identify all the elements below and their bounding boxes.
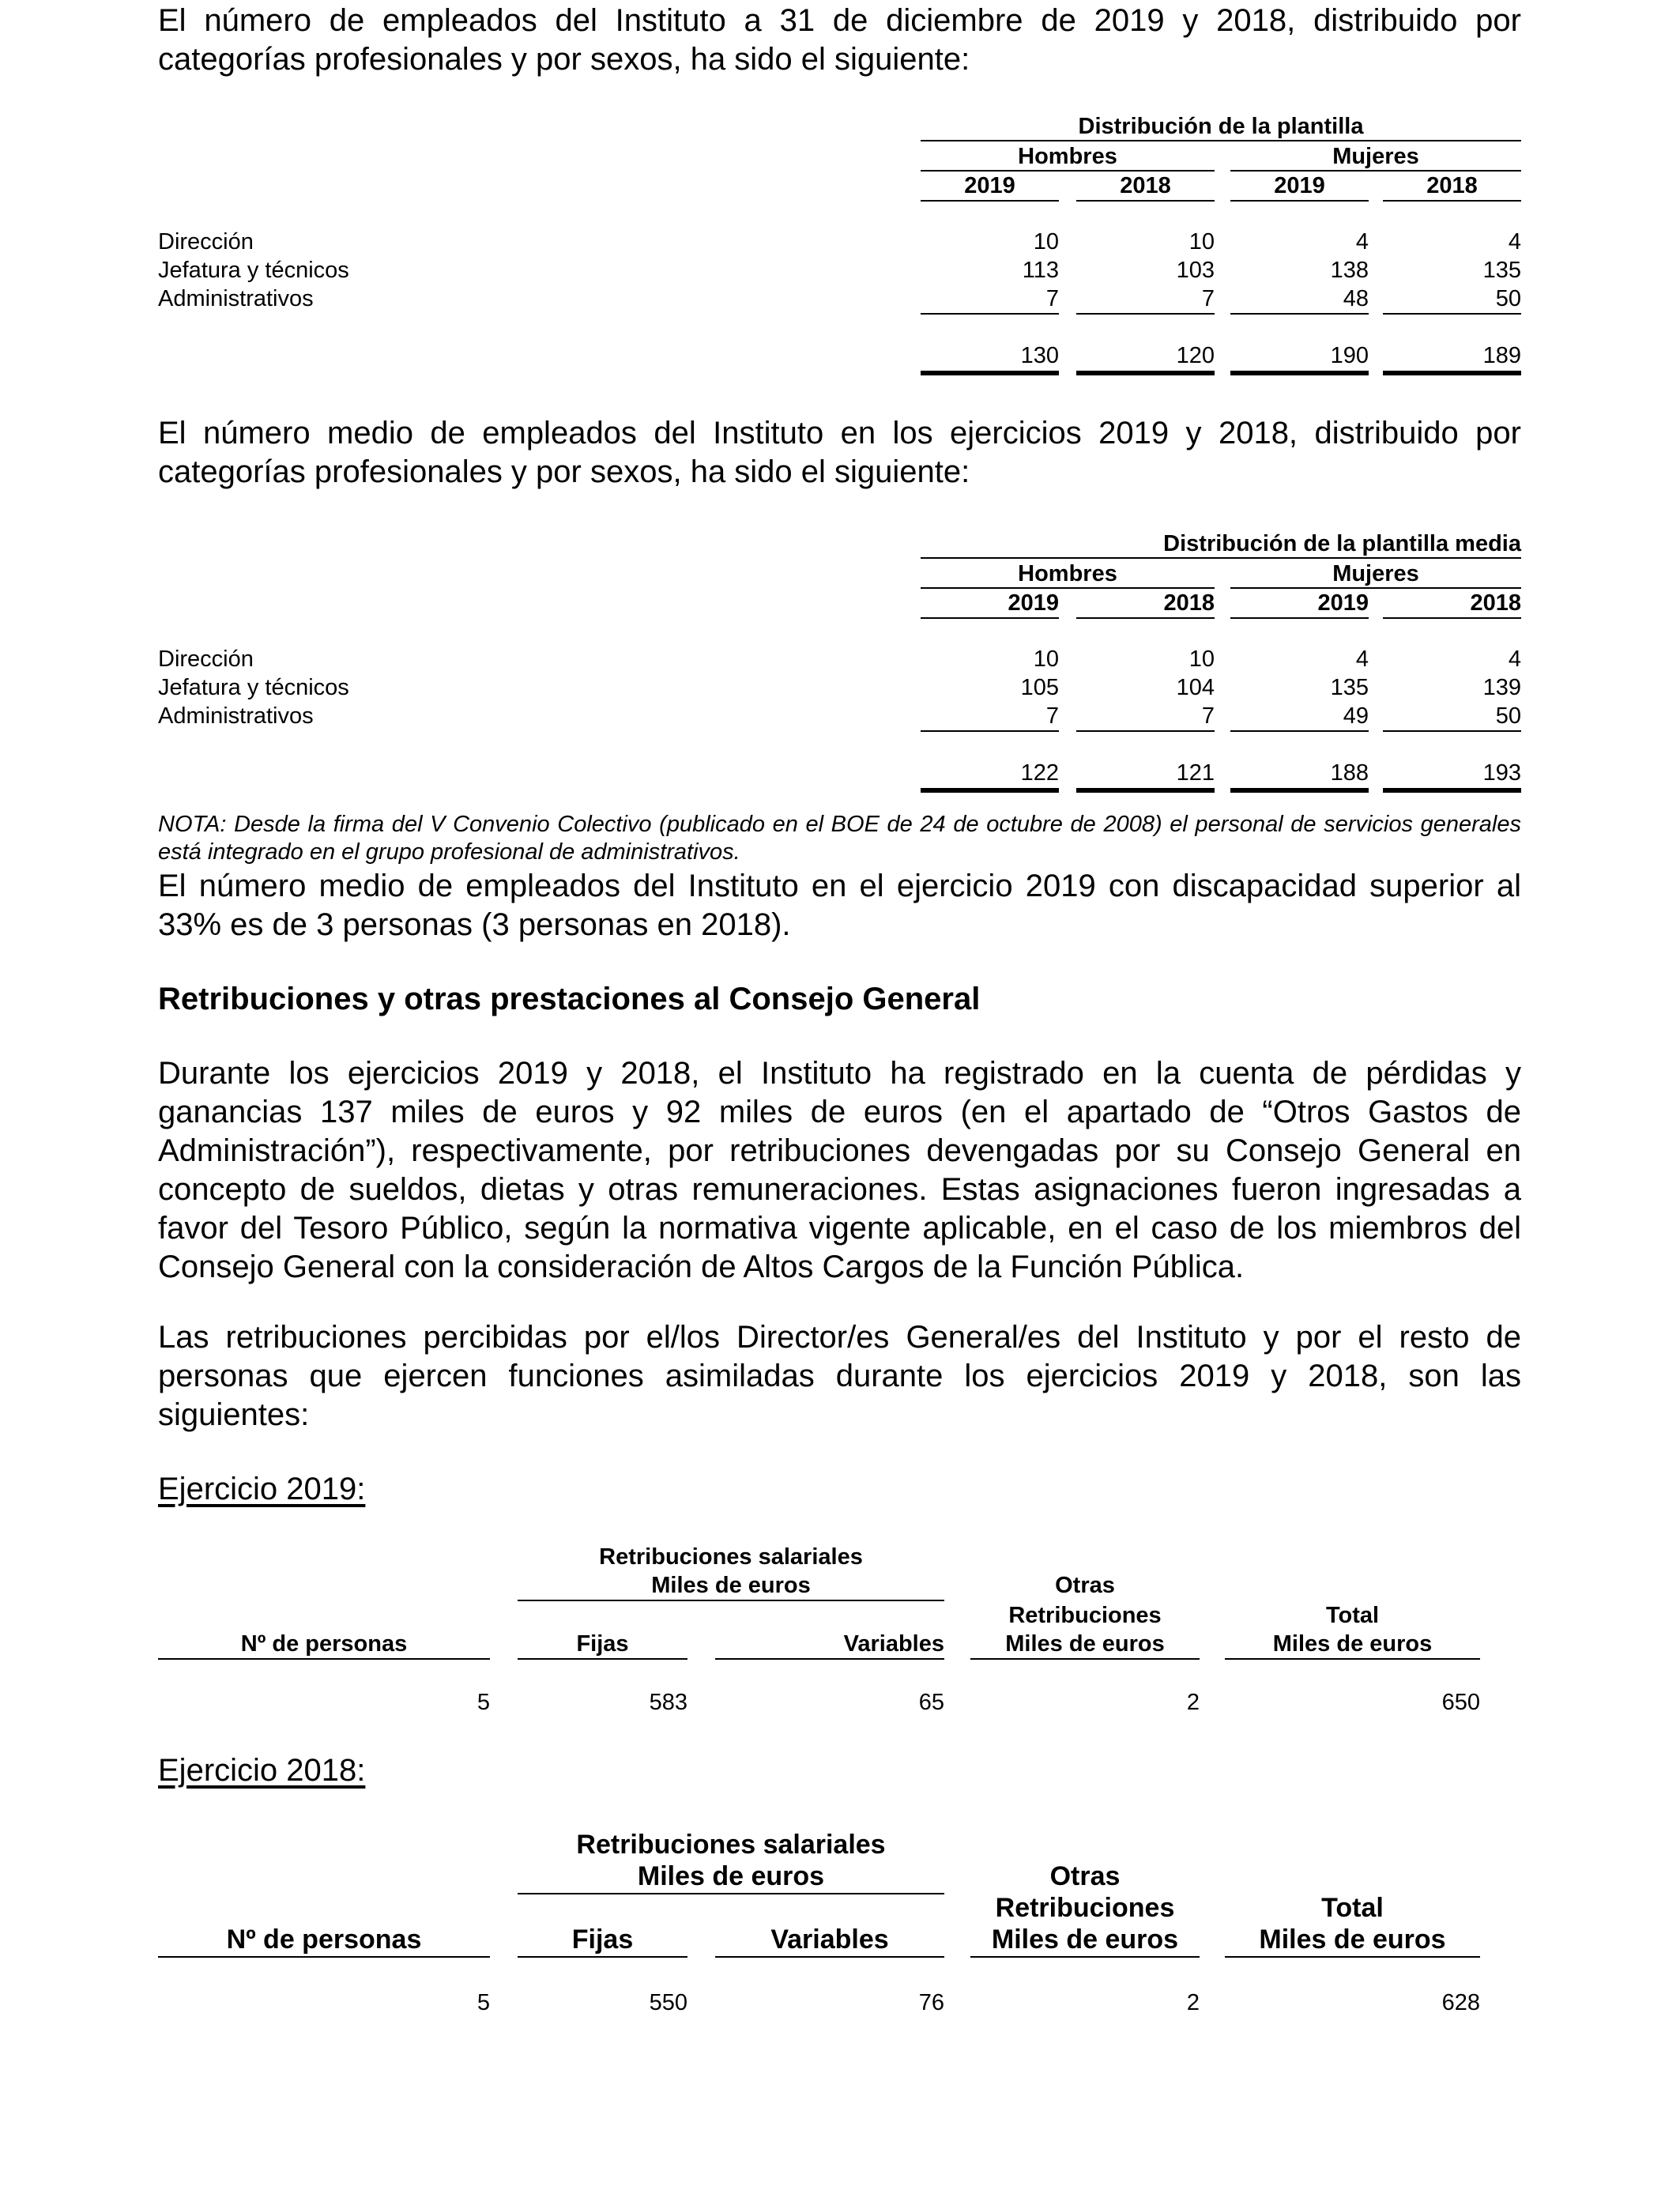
table2-year-header: 2018 — [1163, 590, 1215, 616]
table1-year-header: 2019 — [964, 173, 1015, 198]
table2-cell: 105 — [1020, 675, 1059, 700]
hdr-salariales-miles: Miles de euros — [651, 1573, 811, 1598]
hdr-salariales: Retribuciones salariales — [576, 1830, 886, 1860]
table1-cell: 7 — [1045, 286, 1059, 311]
table2-cell: 139 — [1482, 675, 1521, 700]
hdr-fijas: Fijas — [571, 1924, 634, 1955]
table2-cell: 135 — [1330, 675, 1369, 700]
table1-total: 120 — [1176, 343, 1215, 368]
table2-cell: 4 — [1508, 647, 1521, 672]
table2-total: 193 — [1482, 760, 1521, 786]
ejercicio-2019-label: Ejercicio 2019: — [158, 1472, 366, 1506]
table2-cell: 49 — [1343, 703, 1369, 729]
table1-cell: 4 — [1508, 229, 1521, 254]
table2-cell: 10 — [1188, 647, 1215, 672]
table2-row-label: Jefatura y técnicos — [158, 675, 349, 700]
hdr-otras-miles: Miles de euros — [1005, 1631, 1165, 1657]
hdr-total: Total — [1325, 1603, 1380, 1628]
value-fijas: 550 — [649, 1990, 687, 2015]
ejercicio-2018-label: Ejercicio 2018: — [158, 1753, 366, 1788]
value-otras: 2 — [1186, 1690, 1200, 1715]
value-variables: 76 — [918, 1990, 944, 2015]
table2-row-label: Dirección — [158, 647, 254, 672]
paragraph-plantilla-media-intro: El número medio de empleados del Instituto en los ejercicios 2019 y 2018, distribuido por categorías profesionales y por sexos, ha sido el siguiente: — [158, 416, 1521, 489]
hdr-otras-retribuciones: Retribuciones — [995, 1893, 1175, 1923]
table1-row-label: Jefatura y técnicos — [158, 258, 349, 283]
hdr-total-miles: Miles de euros — [1259, 1924, 1446, 1955]
paragraph-consejo-general: Durante los ejercicios 2019 y 2018, el Instituto ha registrado en la cuenta de pérdidas y ganancias 137 miles de euros y 92 miles de euros (en el apartado de “Otros Gastos de Administración”), respectivamente, por retribuciones devengadas por su Consejo General en concepto de sueldos, dietas y otras remuneraciones. Estas asignaciones fueron ingresadas a favor del Tesoro Público, según la normativa vigente aplicable, en el caso de los miembros del Consejo General con la consideración de Altos Cargos de la Función Pública. — [158, 1056, 1521, 1284]
hdr-total: Total — [1321, 1893, 1384, 1923]
table2-group-mujeres: Mujeres — [1332, 561, 1419, 586]
hdr-salariales-miles: Miles de euros — [637, 1861, 825, 1891]
table1-group-mujeres: Mujeres — [1332, 144, 1419, 169]
table2-row-label: Administrativos — [158, 703, 314, 729]
table1-row-label: Administrativos — [158, 286, 314, 311]
paragraph-discapacidad: El número medio de empleados del Instituto en el ejercicio 2019 con discapacidad superior al 33% es de 3 personas (3 personas en 2018). — [158, 869, 1521, 942]
table2-total: 122 — [1020, 760, 1059, 786]
hdr-otras-retribuciones: Retribuciones — [1008, 1603, 1162, 1628]
table2-title: Distribución de la plantilla media — [1163, 531, 1521, 556]
table2-cell: 7 — [1045, 703, 1059, 729]
hdr-personas: Nº de personas — [240, 1631, 408, 1657]
table1-total: 190 — [1330, 343, 1369, 368]
hdr-variables: Variables — [843, 1631, 944, 1657]
hdr-otras: Otras — [1055, 1573, 1115, 1598]
paragraph-plantilla-intro: El número de empleados del Instituto a 31 de diciembre de 2019 y 2018, distribuido por categorías profesionales y por sexos, ha sido el siguiente: — [158, 3, 1521, 77]
table1-cell: 48 — [1343, 286, 1369, 311]
paragraph-director-general: Las retribuciones percibidas por el/los Director/es General/es del Instituto y por el resto de personas que ejercen funciones asimiladas durante los ejercicios 2019 y 2018, son las siguientes: — [158, 1320, 1521, 1432]
table2-year-header: 2019 — [1317, 590, 1369, 616]
table1-cell: 4 — [1355, 229, 1369, 254]
table1-row-label: Dirección — [158, 229, 254, 254]
table2-cell: 4 — [1355, 647, 1369, 672]
table2-total: 188 — [1330, 760, 1369, 786]
table1-cell: 7 — [1201, 286, 1215, 311]
table2-year-header: 2018 — [1470, 590, 1521, 616]
hdr-total-miles: Miles de euros — [1272, 1631, 1433, 1657]
value-fijas: 583 — [649, 1690, 687, 1715]
table2-cell: 7 — [1201, 703, 1215, 729]
table2-cell: 104 — [1176, 675, 1215, 700]
table1-cell: 113 — [1022, 258, 1059, 283]
table2-group-hombres: Hombres — [1018, 561, 1117, 586]
table1-total: 189 — [1482, 343, 1521, 368]
hdr-variables: Variables — [770, 1924, 889, 1955]
table2-total: 121 — [1176, 760, 1215, 786]
hdr-personas: Nº de personas — [226, 1924, 422, 1955]
table2-year-header: 2019 — [1008, 590, 1059, 616]
value-variables: 65 — [918, 1690, 944, 1715]
table1-total: 130 — [1020, 343, 1059, 368]
table1-cell: 10 — [1033, 229, 1059, 254]
section-heading-retribuciones: Retribuciones y otras prestaciones al Consejo General — [158, 982, 981, 1016]
table1-cell: 50 — [1495, 286, 1521, 311]
table1-cell: 138 — [1330, 258, 1369, 283]
note-convenio: NOTA: Desde la firma del V Convenio Colectivo (publicado en el BOE de 24 de octubre de 2008) el personal de servicios generales está integrado en el grupo profesional de administrativos. — [158, 812, 1521, 865]
hdr-otras-miles: Miles de euros — [991, 1924, 1179, 1955]
hdr-salariales: Retribuciones salariales — [599, 1544, 863, 1570]
table1-title: Distribución de la plantilla — [1078, 114, 1364, 139]
table1-cell: 103 — [1176, 258, 1215, 283]
value-otras: 2 — [1186, 1990, 1200, 2015]
value-total: 628 — [1441, 1990, 1480, 2015]
table2-cell: 50 — [1495, 703, 1521, 729]
value-personas: 5 — [477, 1990, 490, 2015]
table1-year-header: 2019 — [1274, 173, 1325, 198]
table1-group-hombres: Hombres — [1018, 144, 1117, 169]
hdr-otras: Otras — [1049, 1861, 1121, 1891]
table1-cell: 135 — [1482, 258, 1521, 283]
table1-year-header: 2018 — [1426, 173, 1478, 198]
hdr-fijas: Fijas — [576, 1631, 629, 1657]
table1-cell: 10 — [1188, 229, 1215, 254]
table2-cell: 10 — [1033, 647, 1059, 672]
value-total: 650 — [1441, 1690, 1480, 1715]
value-personas: 5 — [477, 1690, 490, 1715]
table1-year-header: 2018 — [1120, 173, 1171, 198]
